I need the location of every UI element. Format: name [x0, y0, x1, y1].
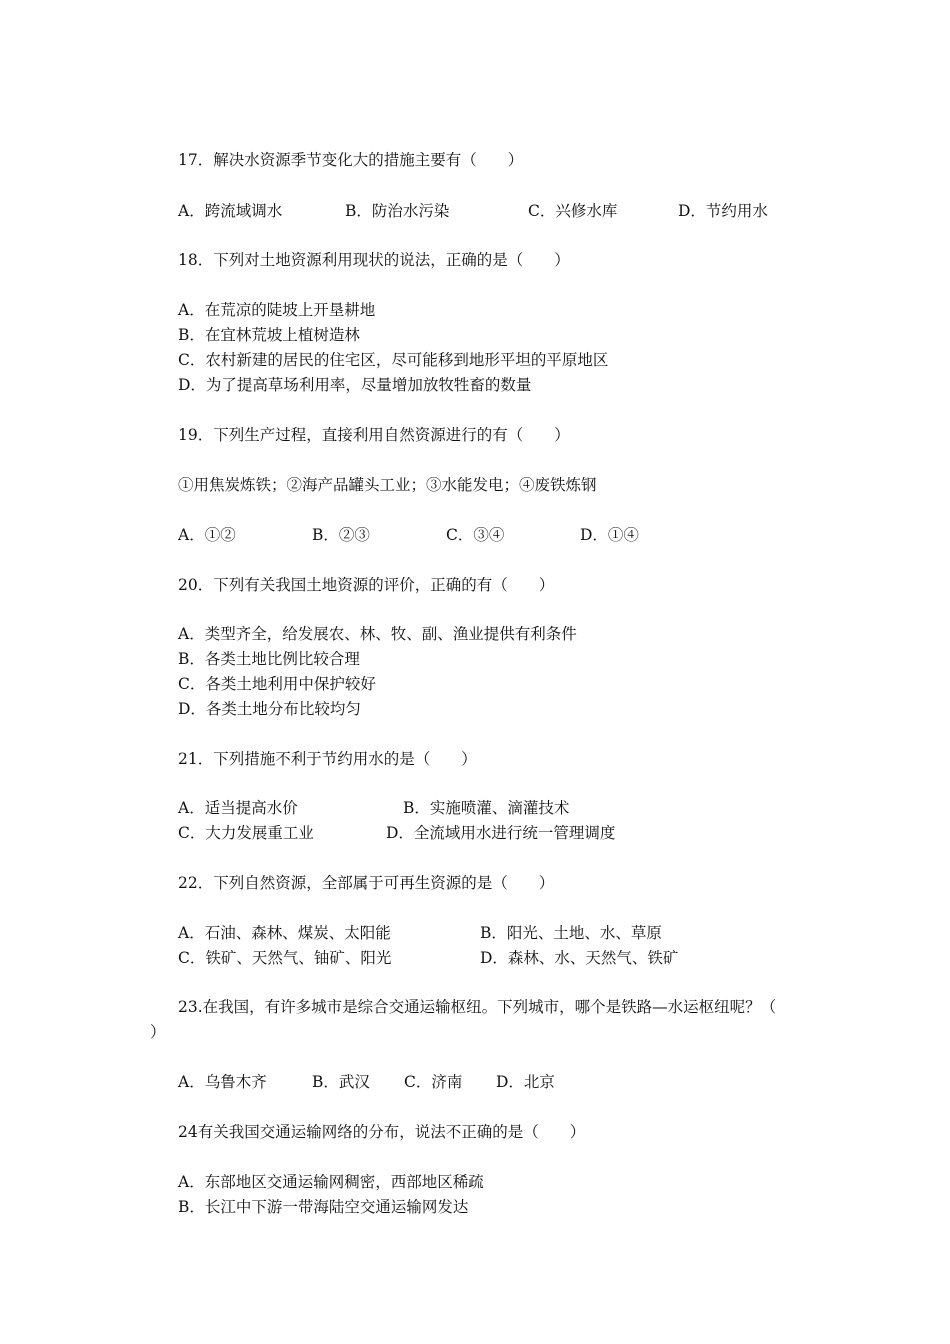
- question-24-option-b: B．长江中下游一带海陆空交通运输网发达: [178, 1198, 469, 1216]
- question-23-option-a: A．乌鲁木齐: [178, 1073, 267, 1091]
- question-23-option-c: C．济南: [404, 1073, 463, 1091]
- question-22-option-d: D．森林、水、天然气、铁矿: [480, 949, 679, 967]
- question-24-stem: 24有关我国交通运输网络的分布，说法不正确的是（ ）: [178, 1123, 586, 1141]
- question-17-option-a: A．跨流域调水: [178, 202, 283, 220]
- question-19-stem: 19．下列生产过程，直接利用自然资源进行的有（ ）: [178, 426, 570, 444]
- question-23-stem-continued: ）: [150, 1023, 166, 1041]
- question-18-option-d: D．为了提高草场利用率，尽量增加放牧牲畜的数量: [178, 376, 532, 394]
- question-20-option-c: C．各类土地利用中保护较好: [178, 675, 376, 693]
- question-21-stem: 21．下列措施不利于节约用水的是（ ）: [178, 750, 477, 768]
- question-21-option-d: D．全流域用水进行统一管理调度: [386, 824, 616, 842]
- question-17-option-d: D．节约用水: [678, 202, 768, 220]
- question-21-option-c: C．大力发展重工业: [178, 824, 314, 842]
- question-21-option-b: B．实施喷灌、滴灌技术: [403, 799, 570, 817]
- question-19-option-b: B．②③: [312, 526, 370, 544]
- question-19-option-a: A．①②: [178, 526, 236, 544]
- question-23-stem: 23.在我国，有许多城市是综合交通运输枢纽。下列城市，哪个是铁路—水运枢纽呢？（: [178, 998, 777, 1016]
- question-18-option-c: C．农村新建的居民的住宅区，尽可能移到地形平坦的平原地区: [178, 351, 609, 369]
- question-20-stem: 20．下列有关我国土地资源的评价，正确的有（ ）: [178, 576, 555, 594]
- question-18-option-a: A．在荒凉的陡坡上开垦耕地: [178, 301, 376, 319]
- question-18-option-b: B．在宜林荒坡上植树造林: [178, 326, 360, 344]
- question-19-statement: ①用焦炭炼铁；②海产品罐头工业；③水能发电；④废铁炼钢: [178, 476, 597, 494]
- question-19-option-c: C．③④: [446, 526, 505, 544]
- question-21-option-a: A．适当提高水价: [178, 799, 298, 817]
- question-23-option-b: B．武汉: [312, 1073, 370, 1091]
- question-24-option-a: A．东部地区交通运输网稠密，西部地区稀疏: [178, 1173, 484, 1191]
- question-22-option-c: C．铁矿、天然气、铀矿、阳光: [178, 949, 392, 967]
- question-22-option-a: A．石油、森林、煤炭、太阳能: [178, 924, 391, 942]
- question-20-option-b: B．各类土地比例比较合理: [178, 650, 360, 668]
- question-22-stem: 22．下列自然资源，全部属于可再生资源的是（ ）: [178, 874, 555, 892]
- question-20-option-d: D．各类土地分布比较均匀: [178, 700, 361, 718]
- question-17-option-b: B．防治水污染: [345, 202, 450, 220]
- question-17-stem: 17．解决水资源季节变化大的措施主要有（ ）: [178, 151, 524, 169]
- question-23-option-d: D．北京: [496, 1073, 555, 1091]
- question-22-option-b: B．阳光、土地、水、草原: [480, 924, 662, 942]
- question-19-option-d: D．①④: [580, 526, 639, 544]
- question-18-stem: 18．下列对土地资源利用现状的说法，正确的是（ ）: [178, 251, 570, 269]
- question-17-option-c: C．兴修水库: [528, 202, 618, 220]
- question-20-option-a: A．类型齐全，给发展农、林、牧、副、渔业提供有利条件: [178, 625, 577, 643]
